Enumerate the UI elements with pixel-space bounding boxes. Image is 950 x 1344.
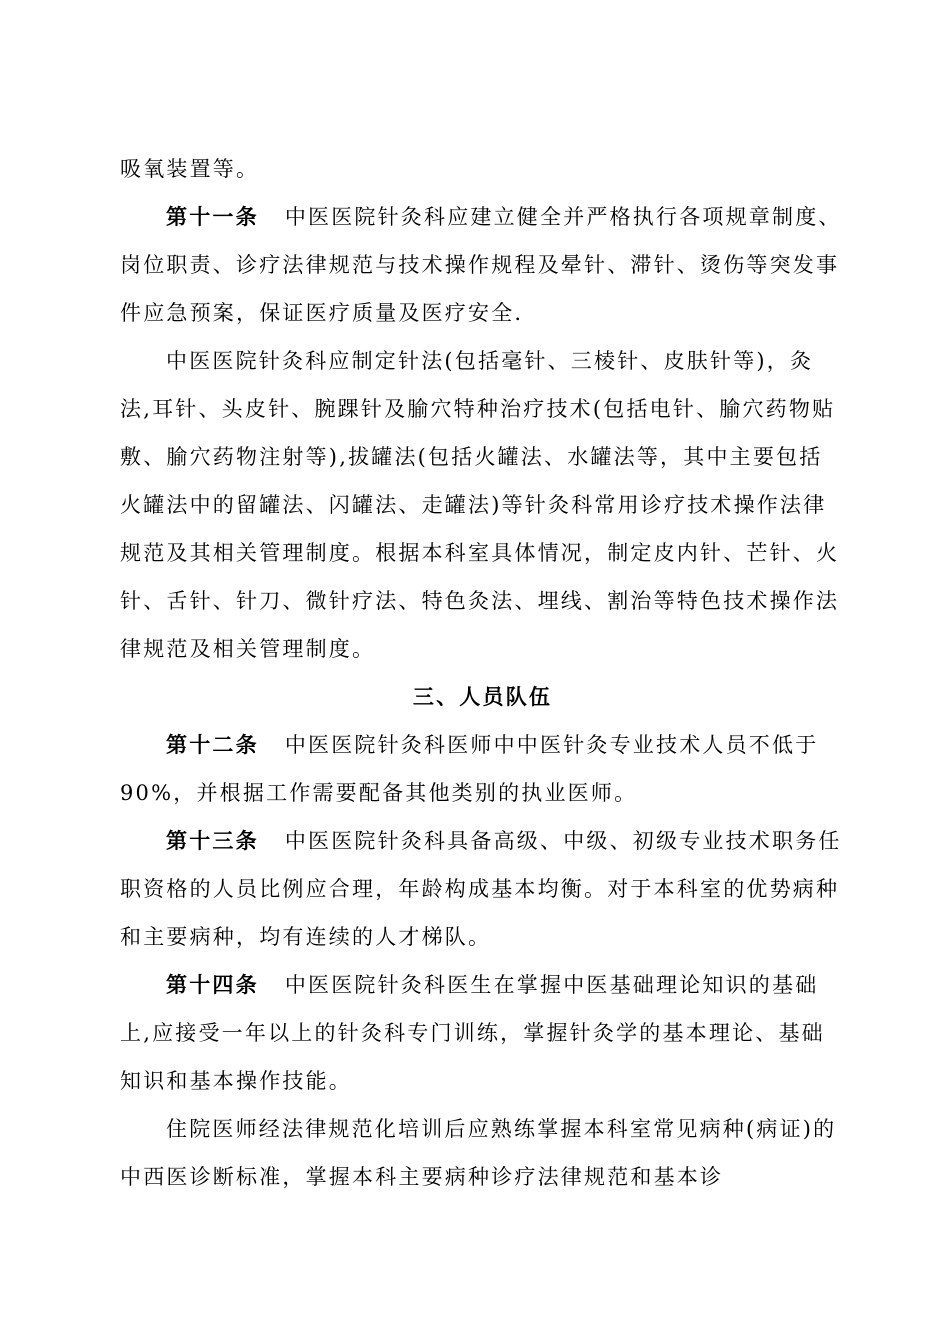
article-number: 第十三条 (166, 829, 259, 853)
article-text: 中医医院针灸科应建立健全并严格执行各项规章制度、岗位职责、诊疗法律规范与技术操作规程及晕针、滞针、烫伤等突发事件应急预案，保证医疗质量及医疗安全. (120, 205, 842, 325)
paragraph-text: 住院医师经法律规范化培训后应熟练掌握本科室常见病种(病证)的中西医诊断标准，掌握本科主要病种诊疗法律规范和基本诊 (120, 1117, 837, 1189)
section-heading: 三、人员队伍 (412, 685, 553, 709)
paragraph-text: 中医医院针灸科应制定针法(包括毫针、三棱针、皮肤针等)，灸法,耳针、头皮针、腕踝针及腧穴特种治疗技术(包括电针、腧穴药物贴敷、腧穴药物注射等),拔罐法(包括火罐法、水罐法等，其中主要包括火罐法中的留罐法、闪罐法、走罐法)等针灸科常用诊疗技术操作法律规范及其相关管理制度。根据本科室具体情况，制定皮内针、芒针、火针、舌针、针刀、微针疗法、特色灸法、埋线、割治等特色技术操作法律规范及相关管理制度。 (120, 349, 840, 661)
article-13 (120, 817, 845, 961)
article-text: 中医医院针灸科医生在掌握中医基础理论知识的基础上,应接受一年以上的针灸科专门训练，掌握针灸学的基本理论、基础知识和基本操作技能。 (120, 973, 825, 1093)
document-body (120, 145, 845, 1201)
article-12 (120, 721, 845, 817)
article-11 (120, 193, 845, 337)
paragraph-techniques (120, 337, 845, 673)
article-text: 中医医院针灸科具备高级、中级、初级专业技术职务任职资格的人员比例应合理，年龄构成基本均衡。对于本科室的优势病种和主要病种，均有连续的人才梯队。 (120, 829, 842, 949)
article-number: 第十四条 (166, 973, 259, 997)
article-14 (120, 961, 845, 1105)
paragraph-text: 吸氧装置等。 (120, 157, 260, 181)
paragraph-resident-training (120, 1105, 845, 1201)
paragraph-continuation (120, 145, 845, 193)
article-number: 第十一条 (166, 205, 259, 229)
article-text: 中医医院针灸科医师中中医针灸专业技术人员不低于90%，并根据工作需要配备其他类别的执业医师。 (120, 733, 819, 805)
article-number: 第十二条 (166, 733, 259, 757)
